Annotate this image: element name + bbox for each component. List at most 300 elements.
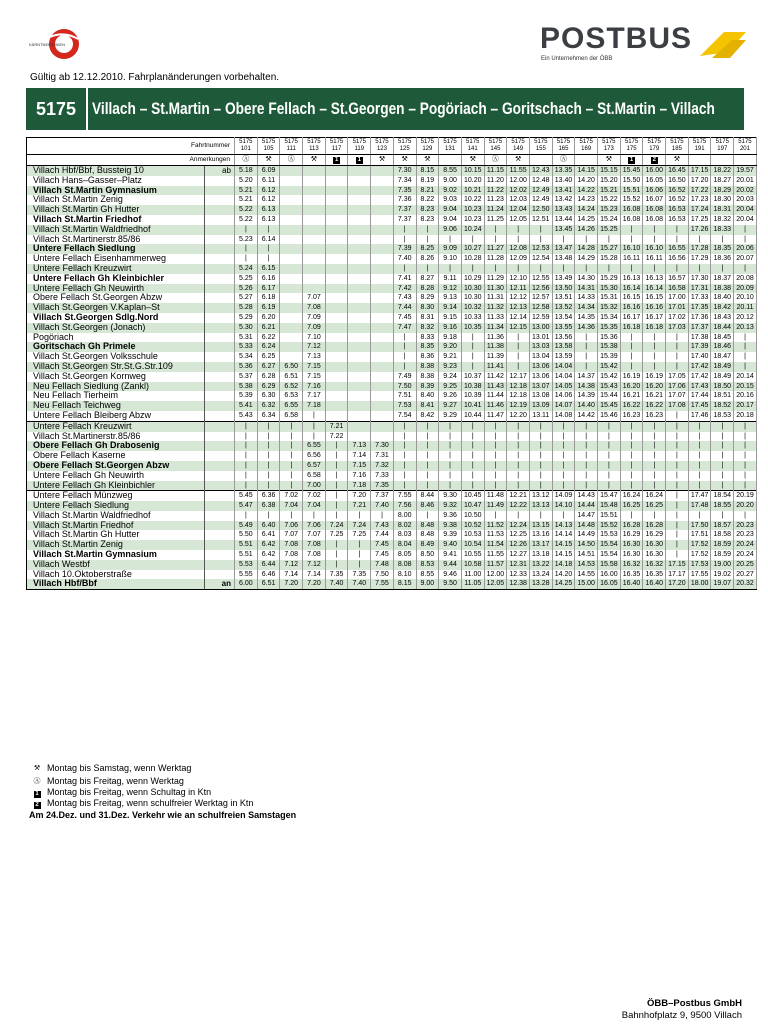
arr-dep-marker [205, 481, 235, 491]
departure-time: 14.39 [575, 391, 598, 401]
departure-time: 7.40 [325, 579, 348, 589]
departure-time: 5.23 [235, 235, 258, 245]
trip-number: 5175 101 [235, 138, 258, 155]
departure-time: 16.18 [643, 323, 666, 333]
departure-time [325, 244, 348, 254]
departure-time: 14.31 [575, 284, 598, 294]
arr-dep-marker [205, 362, 235, 372]
departure-time [348, 235, 371, 245]
trip-note [393, 155, 416, 166]
departure-time: 17.35 [688, 303, 711, 313]
departure-time: 15.45 [598, 401, 621, 411]
departure-time: | [620, 342, 643, 352]
departure-time [348, 432, 371, 442]
departure-time: 11.55 [507, 166, 530, 176]
departure-time: | [461, 441, 484, 451]
departure-time [280, 254, 303, 264]
departure-time: | [734, 342, 757, 352]
trip-note [371, 155, 394, 166]
departure-time: 16.45 [666, 166, 689, 176]
departure-time [348, 323, 371, 333]
departure-time [280, 195, 303, 205]
departure-time: | [529, 432, 552, 442]
departure-time: 17.44 [688, 391, 711, 401]
departure-time: 14.10 [552, 501, 575, 511]
trip-number: 5175 123 [371, 138, 394, 155]
departure-time: | [416, 451, 439, 461]
departure-time: 20.16 [734, 391, 757, 401]
departure-time: 15.27 [598, 244, 621, 254]
departure-time [303, 225, 326, 235]
departure-time: 5.34 [235, 352, 258, 362]
departure-time [303, 205, 326, 215]
departure-time: 16.00 [598, 570, 621, 580]
departure-time: 12.25 [507, 530, 530, 540]
departure-time: | [439, 481, 462, 491]
departure-time: 6.12 [257, 195, 280, 205]
departure-time: 8.40 [416, 391, 439, 401]
departure-time: | [507, 471, 530, 481]
departure-time: | [325, 451, 348, 461]
departure-time [280, 205, 303, 215]
departure-time: 8.48 [416, 521, 439, 531]
departure-time: | [711, 461, 734, 471]
departure-time: 5.55 [235, 570, 258, 580]
departure-time: 8.15 [393, 579, 416, 589]
departure-time: 20.02 [734, 186, 757, 196]
departure-time: | [280, 511, 303, 521]
trip-number: 5175 111 [280, 138, 303, 155]
departure-time: 20.24 [734, 540, 757, 550]
departure-time: 9.00 [416, 579, 439, 589]
stop-name: Neu Fellach Tierheim [27, 391, 205, 401]
departure-time: 17.22 [688, 186, 711, 196]
departure-time: 10.38 [461, 382, 484, 392]
stop-name: Villach Westbf [27, 560, 205, 570]
timetable-row [27, 372, 757, 382]
departure-time: 7.42 [393, 284, 416, 294]
departure-time: 13.41 [552, 186, 575, 196]
departure-time: 18.59 [711, 550, 734, 560]
departure-time: | [552, 441, 575, 451]
departure-time: 5.36 [235, 362, 258, 372]
departure-time: 10.53 [461, 530, 484, 540]
departure-time: 16.30 [620, 540, 643, 550]
arr-dep-marker [205, 560, 235, 570]
timetable-row [27, 244, 757, 254]
departure-time: 16.08 [643, 205, 666, 215]
departure-time [348, 195, 371, 205]
departure-time: 16.30 [643, 550, 666, 560]
departure-time: 16.10 [643, 244, 666, 254]
departure-time [371, 274, 394, 284]
departure-time: | [235, 225, 258, 235]
departure-time: 5.51 [235, 540, 258, 550]
arr-dep-marker [205, 391, 235, 401]
departure-time: 16.22 [643, 401, 666, 411]
departure-time: | [711, 471, 734, 481]
departure-time: | [666, 421, 689, 431]
departure-time: 7.00 [303, 481, 326, 491]
departure-time: 20.08 [734, 274, 757, 284]
departure-time: | [484, 451, 507, 461]
departure-time: 10.45 [461, 491, 484, 501]
departure-time: 12.59 [529, 313, 552, 323]
timetable-row [27, 176, 757, 186]
departure-time [280, 186, 303, 196]
arr-dep-marker [205, 530, 235, 540]
departure-time: | [666, 471, 689, 481]
departure-time: 5.30 [235, 323, 258, 333]
departure-time: | [688, 441, 711, 451]
departure-time [325, 303, 348, 313]
departure-time: 7.02 [303, 491, 326, 501]
trip-note [257, 155, 280, 166]
departure-time [371, 303, 394, 313]
departure-time: 6.50 [280, 362, 303, 372]
departure-time: 7.10 [303, 333, 326, 343]
departure-time: 9.24 [439, 372, 462, 382]
departure-time: 12.12 [507, 293, 530, 303]
departure-time: 8.39 [416, 382, 439, 392]
departure-time: | [643, 451, 666, 461]
departure-time [303, 284, 326, 294]
timetable-row [27, 166, 757, 176]
departure-time: | [552, 421, 575, 431]
departure-time: | [666, 362, 689, 372]
departure-time: | [620, 235, 643, 245]
departure-time: | [235, 451, 258, 461]
departure-time: 7.20 [280, 579, 303, 589]
departure-time: 15.47 [598, 491, 621, 501]
departure-time: | [643, 441, 666, 451]
departure-time: 8.48 [416, 530, 439, 540]
departure-time: | [416, 441, 439, 451]
stop-name: Villach St.Martinerstr.85/86 [27, 432, 205, 442]
departure-time: | [734, 471, 757, 481]
departure-time: 6.41 [257, 530, 280, 540]
departure-time: | [598, 441, 621, 451]
departure-time [280, 264, 303, 274]
departure-time: | [257, 451, 280, 461]
trip-note [711, 155, 734, 166]
departure-time: 7.37 [371, 491, 394, 501]
trip-note [235, 155, 258, 166]
departure-time [348, 401, 371, 411]
departure-time: 20.06 [734, 244, 757, 254]
departure-time: 17.25 [688, 215, 711, 225]
departure-time: 8.35 [416, 342, 439, 352]
departure-time: 15.36 [598, 333, 621, 343]
departure-time: | [303, 511, 326, 521]
departure-time: 13.45 [552, 225, 575, 235]
departure-time: | [620, 225, 643, 235]
kaerntner-linien-logo [28, 25, 80, 63]
departure-time: | [529, 481, 552, 491]
departure-time: | [734, 511, 757, 521]
departure-time: 12.51 [529, 215, 552, 225]
departure-time [371, 284, 394, 294]
departure-time: 7.12 [280, 560, 303, 570]
departure-time: 19.57 [734, 166, 757, 176]
departure-time: 13.55 [552, 323, 575, 333]
departure-time: | [643, 352, 666, 362]
departure-time: | [529, 235, 552, 245]
departure-time: 13.51 [552, 293, 575, 303]
departure-time: 14.15 [575, 166, 598, 176]
departure-time: | [393, 481, 416, 491]
departure-time: 15.34 [598, 313, 621, 323]
departure-time: 9.29 [439, 411, 462, 421]
arr-dep-marker [205, 333, 235, 343]
timetable-row [27, 491, 757, 501]
departure-time [371, 391, 394, 401]
departure-time: | [348, 550, 371, 560]
stop-name: Untere Fellach Gh Neuwirth [27, 471, 205, 481]
departure-time: 13.13 [529, 501, 552, 511]
departure-time: | [643, 225, 666, 235]
school-day-icon: 1 [357, 157, 361, 163]
departure-time: 8.25 [416, 244, 439, 254]
departure-time: 18.53 [711, 411, 734, 421]
departure-time: 14.40 [575, 401, 598, 411]
trip-note [461, 155, 484, 166]
departure-time: 12.49 [529, 186, 552, 196]
departure-time: | [257, 441, 280, 451]
departure-time: 7.24 [348, 521, 371, 531]
departure-time [348, 342, 371, 352]
departure-time [348, 205, 371, 215]
departure-time: 5.37 [235, 372, 258, 382]
arr-dep-marker [205, 401, 235, 411]
departure-time: 17.36 [688, 313, 711, 323]
departure-time: 5.45 [235, 491, 258, 501]
departure-time [325, 205, 348, 215]
arr-dep-marker [205, 215, 235, 225]
departure-time: | [666, 432, 689, 442]
departure-time [348, 225, 371, 235]
departure-time: | [393, 235, 416, 245]
departure-time: 14.18 [552, 560, 575, 570]
departure-time: 7.20 [303, 579, 326, 589]
departure-time: 14.48 [575, 521, 598, 531]
trip-number: 5175 191 [688, 138, 711, 155]
departure-time: 6.58 [303, 471, 326, 481]
departure-time: | [461, 481, 484, 491]
departure-time: 7.30 [393, 166, 416, 176]
school-free-day-icon: 2 [652, 157, 656, 163]
departure-time: 6.29 [257, 382, 280, 392]
departure-time: | [325, 550, 348, 560]
departure-time: 10.35 [461, 323, 484, 333]
departure-time: 6.42 [257, 540, 280, 550]
trip-number: 5175 125 [393, 138, 416, 155]
departure-time: 18.42 [711, 303, 734, 313]
timetable-row [27, 521, 757, 531]
departure-time: 8.04 [393, 540, 416, 550]
departure-time: 18.54 [711, 491, 734, 501]
stop-name: Goritschach Gh Primele [27, 342, 205, 352]
stop-name: Obere Fellach Kaserne [27, 451, 205, 461]
departure-time: | [280, 441, 303, 451]
departure-time: 11.24 [484, 205, 507, 215]
departure-time [325, 264, 348, 274]
departure-time: 8.44 [416, 491, 439, 501]
departure-time: 6.21 [257, 323, 280, 333]
departure-time: 5.22 [235, 215, 258, 225]
departure-time: 12.00 [507, 176, 530, 186]
departure-time: 6.13 [257, 205, 280, 215]
departure-time: 20.19 [734, 491, 757, 501]
departure-time: 20.13 [734, 323, 757, 333]
departure-time [348, 421, 371, 431]
departure-time: 20.17 [734, 401, 757, 411]
departure-time: 15.39 [598, 352, 621, 362]
departure-time: 7.54 [393, 411, 416, 421]
departure-time: | [688, 461, 711, 471]
departure-time: 10.23 [461, 205, 484, 215]
departure-time: 13.48 [552, 254, 575, 264]
departure-time: 17.17 [666, 570, 689, 580]
arr-dep-marker: ab [205, 166, 235, 176]
departure-time: 16.50 [666, 176, 689, 186]
departure-time: 15.50 [620, 176, 643, 186]
departure-time: 16.24 [643, 491, 666, 501]
departure-time: | [620, 362, 643, 372]
departure-time: 8.46 [416, 501, 439, 511]
departure-time: | [507, 421, 530, 431]
arr-dep-marker [205, 540, 235, 550]
departure-time: 7.36 [393, 195, 416, 205]
departure-time: 9.15 [439, 313, 462, 323]
departure-time: | [598, 481, 621, 491]
departure-time: 7.48 [371, 560, 394, 570]
departure-time: 16.25 [620, 501, 643, 511]
departure-time: 9.16 [439, 323, 462, 333]
departure-time: | [598, 235, 621, 245]
departure-time [325, 401, 348, 411]
departure-time: | [529, 441, 552, 451]
departure-time: 17.43 [688, 382, 711, 392]
timetable-row [27, 352, 757, 362]
timetable-row [27, 225, 757, 235]
departure-time: | [666, 521, 689, 531]
departure-time: 16.17 [620, 313, 643, 323]
departure-time: | [711, 235, 734, 245]
timetable-row [27, 264, 757, 274]
departure-time: 18.46 [711, 342, 734, 352]
departure-time: 7.39 [393, 244, 416, 254]
departure-time: | [393, 362, 416, 372]
departure-time: 7.51 [393, 391, 416, 401]
arr-dep-marker [205, 521, 235, 531]
departure-time: 16.08 [620, 205, 643, 215]
departure-time: | [529, 451, 552, 461]
trip-note [552, 155, 575, 166]
departure-time: 17.39 [688, 342, 711, 352]
departure-time: | [257, 254, 280, 264]
departure-time: 10.55 [461, 550, 484, 560]
departure-time: 18.58 [711, 530, 734, 540]
stop-name: Villach 10.Oktoberstraße [27, 570, 205, 580]
arr-dep-marker [205, 254, 235, 264]
departure-time: 16.30 [620, 550, 643, 560]
postbus-swoosh-icon [698, 28, 748, 62]
departure-time: | [439, 441, 462, 451]
departure-time: 12.00 [484, 570, 507, 580]
departure-time: 17.24 [688, 205, 711, 215]
departure-time: 17.52 [688, 540, 711, 550]
trip-note [280, 155, 303, 166]
departure-time: 18.49 [711, 372, 734, 382]
school-day-icon: 1 [35, 791, 39, 797]
departure-time: 15.58 [598, 560, 621, 570]
departure-time [348, 313, 371, 323]
workday-mon-sat-icon: ⚒ [265, 156, 272, 163]
arr-dep-marker [205, 570, 235, 580]
departure-time: 20.07 [734, 254, 757, 264]
departure-time: | [325, 491, 348, 501]
departure-time: | [666, 451, 689, 461]
departure-time: 8.22 [416, 195, 439, 205]
departure-time: | [643, 432, 666, 442]
departure-time: | [484, 225, 507, 235]
departure-time [371, 264, 394, 274]
departure-time: 16.08 [620, 215, 643, 225]
departure-time: 18.37 [711, 274, 734, 284]
departure-time: 7.25 [348, 530, 371, 540]
departure-time: 17.02 [666, 313, 689, 323]
timetable-row [27, 511, 757, 521]
departure-time: 16.17 [643, 313, 666, 323]
departure-time: 18.29 [711, 186, 734, 196]
timetable-row [27, 254, 757, 264]
departure-time: | [348, 511, 371, 521]
departure-time: 16.53 [666, 205, 689, 215]
departure-time: 6.17 [257, 284, 280, 294]
departure-time: 11.57 [484, 560, 507, 570]
departure-time: 15.32 [598, 303, 621, 313]
departure-time: 8.00 [393, 511, 416, 521]
arr-dep-marker [205, 195, 235, 205]
departure-time: 20.11 [734, 303, 757, 313]
departure-time: 9.11 [439, 274, 462, 284]
departure-time: 12.14 [507, 313, 530, 323]
departure-time: | [280, 432, 303, 442]
departure-time [325, 293, 348, 303]
departure-time: 10.33 [461, 313, 484, 323]
departure-time: 14.29 [575, 254, 598, 264]
departure-time: | [439, 451, 462, 461]
departure-time: | [416, 225, 439, 235]
arr-dep-marker [205, 264, 235, 274]
departure-time: 15.31 [598, 293, 621, 303]
departure-time [371, 225, 394, 235]
departure-time: 18.51 [711, 391, 734, 401]
departure-time: | [325, 471, 348, 481]
timetable-row [27, 421, 757, 431]
departure-time: 17.20 [666, 579, 689, 589]
departure-time: 12.20 [507, 411, 530, 421]
departure-time: | [235, 432, 258, 442]
departure-time [371, 195, 394, 205]
departure-time: 10.20 [461, 176, 484, 186]
departure-time [371, 333, 394, 343]
departure-time: 9.03 [439, 195, 462, 205]
departure-time: | [507, 342, 530, 352]
departure-time [280, 176, 303, 186]
trip-number: 5175 175 [620, 138, 643, 155]
